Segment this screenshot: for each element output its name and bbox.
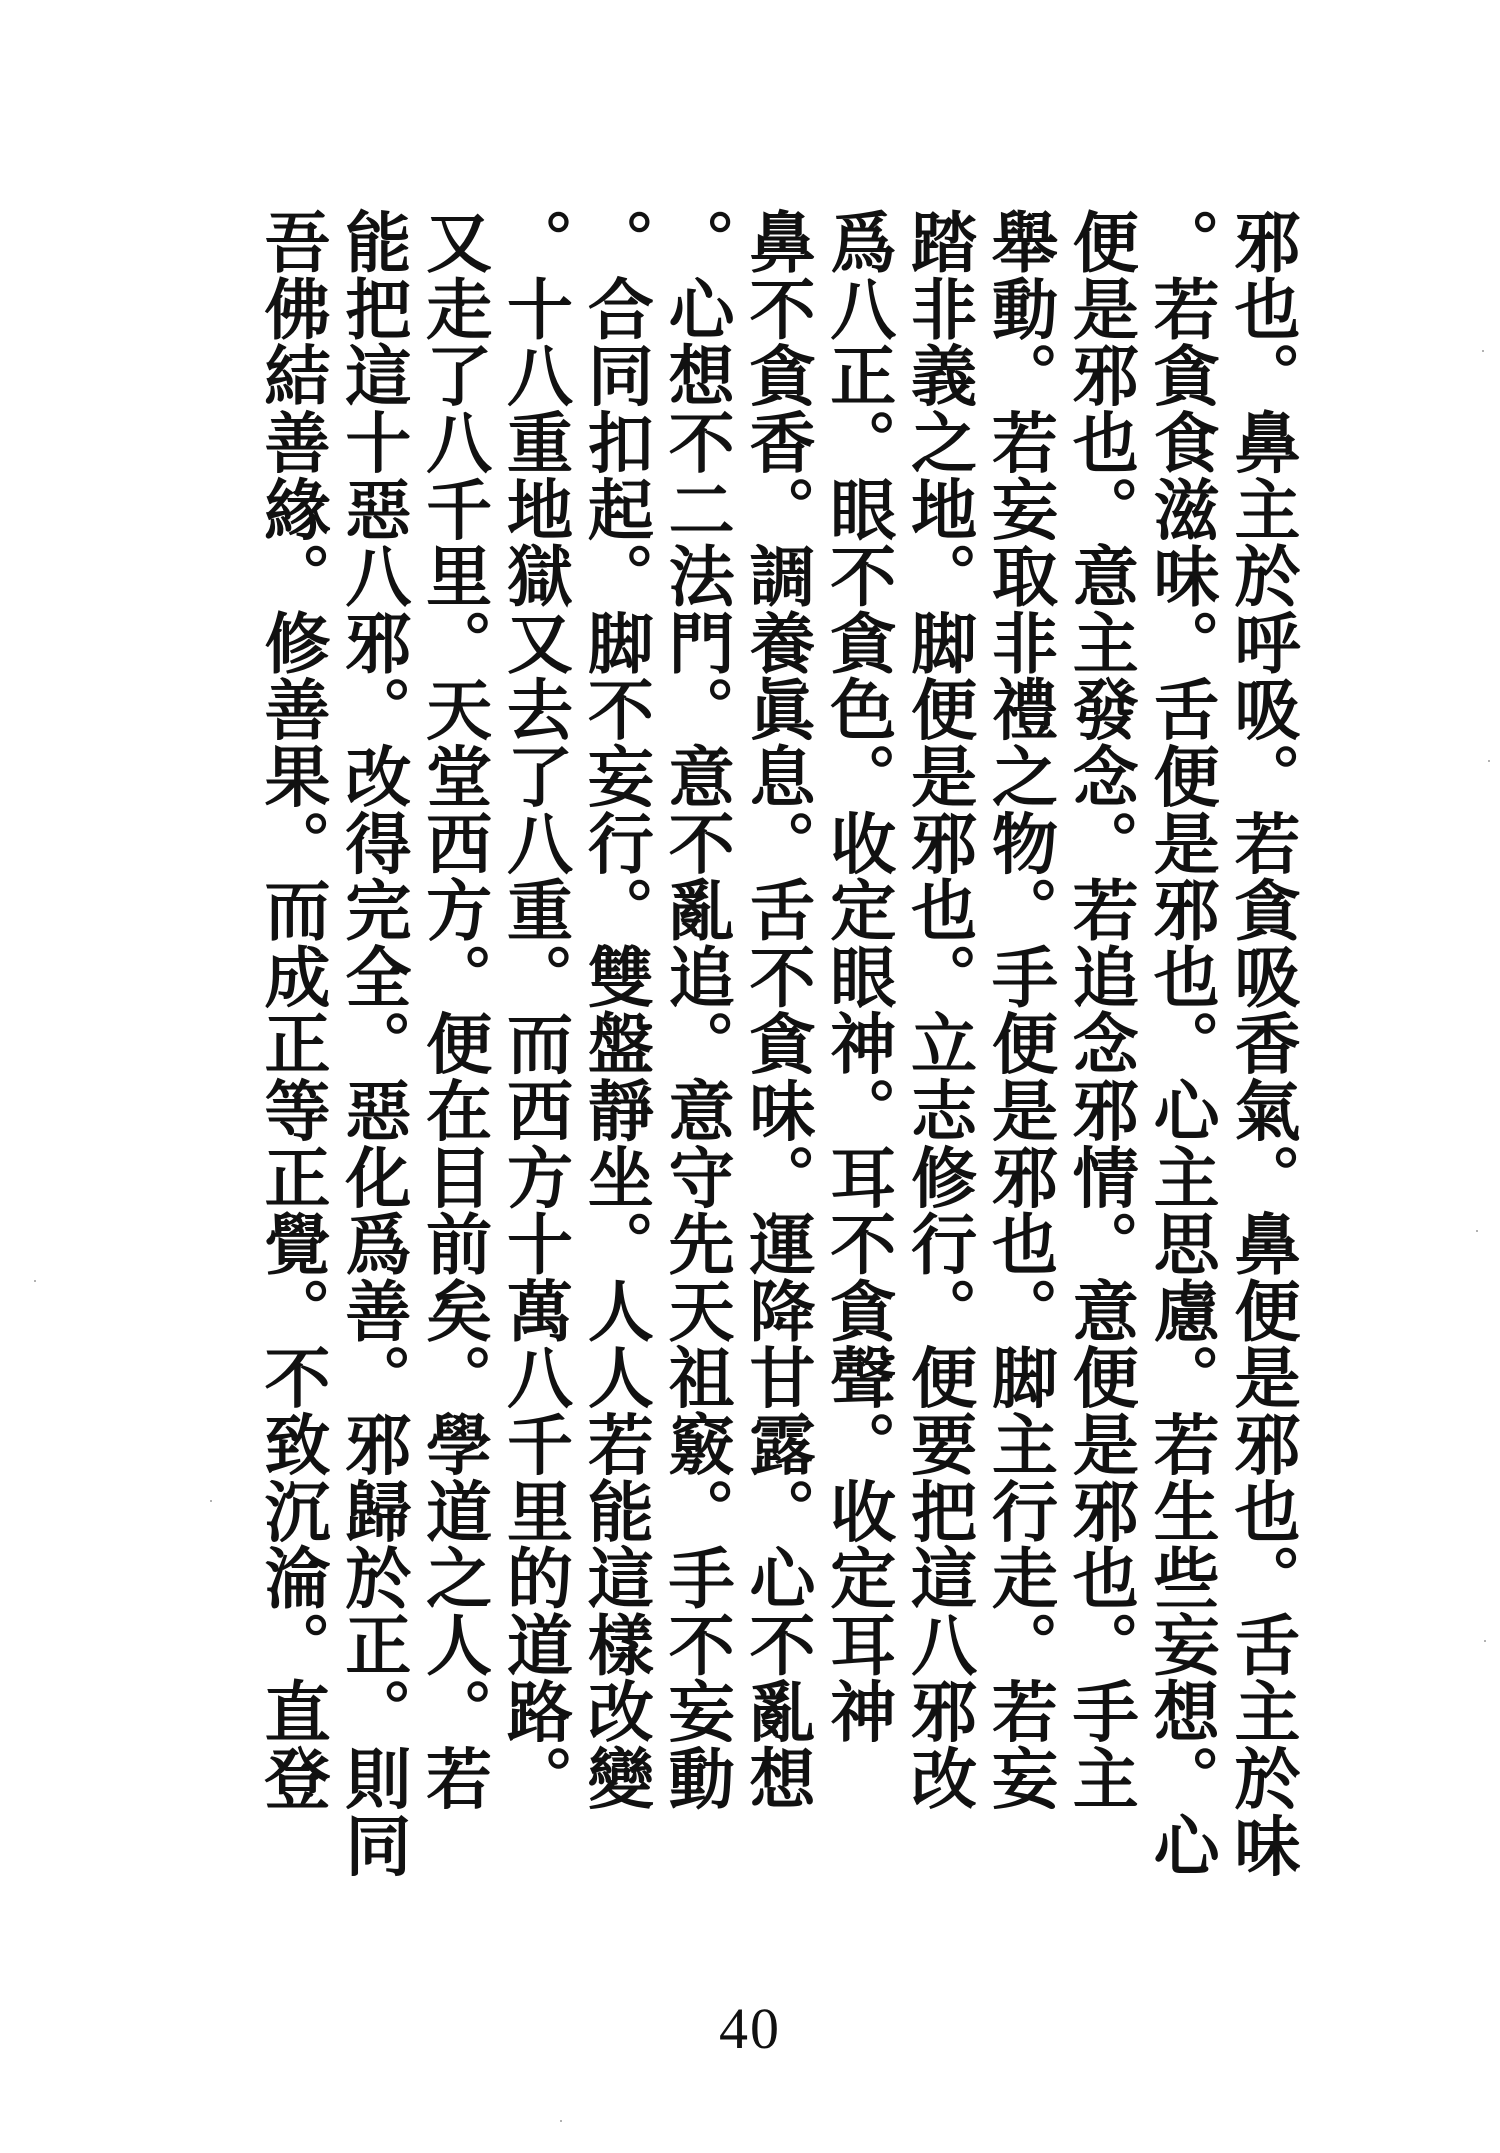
- text-column-7: 鼻不貪香。調養眞息。舌不貪味。運降甘露。心不亂想: [737, 208, 816, 1812]
- text-column-3: 便是邪也。意主發念。若追念邪情。意便是邪也。手主: [1061, 208, 1140, 1812]
- text-column-1: 邪也。鼻主於呼吸。若貪吸香氣。鼻便是邪也。舌主於味: [1222, 208, 1301, 1878]
- vertical-text-body: [253, 208, 1301, 1978]
- scan-speck: [1484, 1640, 1486, 1642]
- text-column-11: 又走了八千里。天堂西方。便在目前矣。學道之人。若: [414, 208, 493, 1812]
- scan-speck: [210, 1500, 212, 1502]
- scan-speck: [560, 2120, 562, 2122]
- text-column-2: 。若貪食滋味。舌便是邪也。心主思慮。若生些妄想。心: [1142, 208, 1221, 1878]
- page-number: 40: [719, 1996, 781, 2061]
- text-column-10: 。十八重地獄又去了八重。而西方十萬八千里的道路。: [495, 208, 574, 1812]
- text-column-4: 舉動。若妄取非禮之物。手便是邪也。脚主行走。若妄: [980, 208, 1059, 1812]
- scan-speck: [34, 1280, 36, 1282]
- text-column-12: 能把這十惡八邪。改得完全。惡化爲善。邪歸於正。則同: [333, 208, 412, 1878]
- scan-speck: [1488, 760, 1490, 762]
- scan-speck: [1482, 350, 1484, 352]
- scan-speck: [1476, 1230, 1478, 1232]
- text-column-8: 。心想不二法門。意不亂追。意守先天祖竅。手不妄動: [657, 208, 736, 1812]
- text-column-6: 爲八正。眼不貪色。收定眼神。耳不貪聲。收定耳神: [818, 208, 897, 1745]
- text-column-5: 踏非義之地。脚便是邪也。立志修行。便要把這八邪改: [899, 208, 978, 1812]
- text-column-9: 。合同扣起。脚不妄行。雙盤靜坐。人人若能這樣改變: [576, 208, 655, 1812]
- text-column-13: 吾佛結善緣。修善果。而成正等正覺。不致沉淪。直登: [253, 208, 331, 1812]
